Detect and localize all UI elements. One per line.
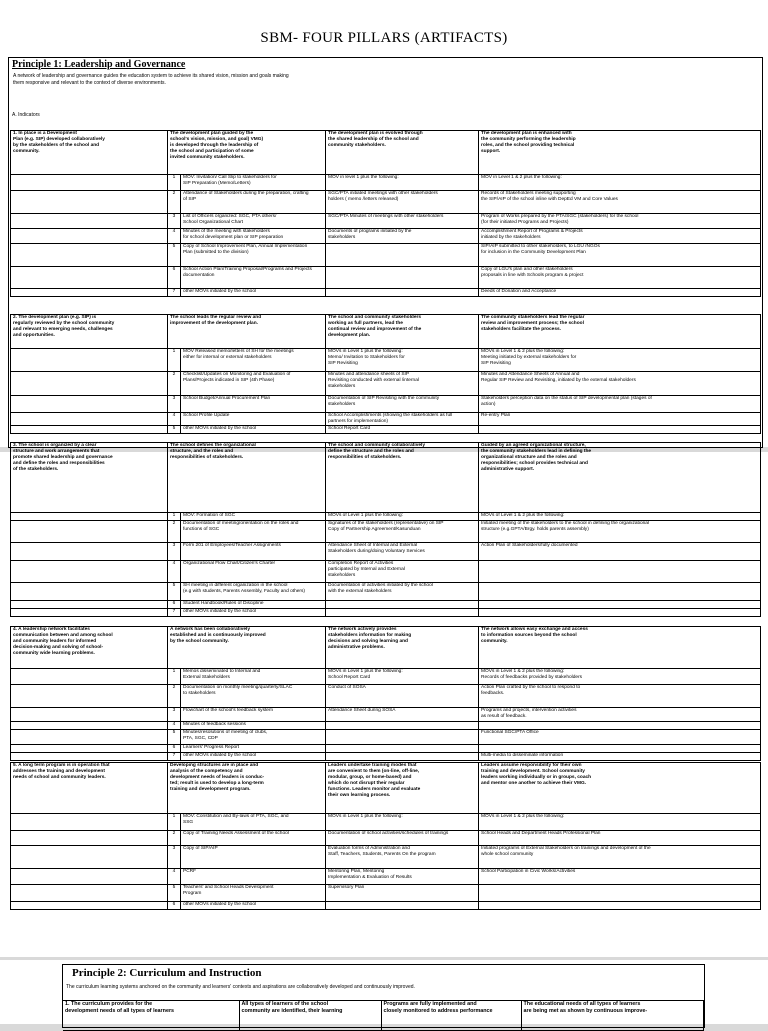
mov-level-3: MOVs in Level 1 & 2 plus the following: Records of feedbacks provided by stakeholders [479,669,761,685]
mov-number: 4 [168,229,181,244]
indicator-row [11,131,761,175]
mov-level-2 [326,902,479,910]
principle-2-description: The curriculum learning systems anchored on the community and learners' contexts and aspirations are collaboratively developed and continuously improved. [66,984,415,990]
level-3-description: The development plan is enhanced with the community performing the leadership roles, and the school providing technical support. [479,131,761,175]
mov-level-1: Minutes of the meeting with stakeholders for school development plan or SIP preparation [181,229,326,244]
mov-level-3: Multi-media to disseminate information [479,753,761,761]
mov-row [11,831,761,846]
mov-level-1: List of Officers organized: SGC, PTA others/ School Organizational Chart [181,214,326,229]
indicator-row [11,315,761,349]
mov-row [11,583,761,601]
mov-level-2: MOVs in Level 1 plus the following: School Report Card [326,669,479,685]
mov-level-3: Initiated meeting of the stakeholders to the school in defining the organizational structure (e.g.GPTA/Brgy. holds parents assembly) [479,521,761,543]
mov-number: 3 [168,846,181,869]
mov-level-3 [479,583,761,601]
mov-level-3: Records of Stakeholders meeting supporting the SIP/AIP of the school inline with DepEd VM and Core Values [479,191,761,214]
mov-level-2: Attendance Sheet during SOSA [326,708,479,722]
mov-level-2: Supervisory Plan [326,885,479,902]
mov-row [11,372,761,396]
mov-level-2: School Accomplishments (showing the stakeholders as full partners for implementation) [326,413,479,426]
mov-number: 4 [168,722,181,730]
principle-1-heading: Principle 1: Leadership and Governance [12,59,186,70]
mov-row [11,426,761,434]
mov-level-2: SGC/PTA initiated meetings with other stakeholders holders ( memo /letters released) [326,191,479,214]
mov-level-3: Deeds of Donation and Acceptance [479,289,761,297]
mov-level-1: Minutes of feedback sessions [181,722,326,730]
mov-row [11,191,761,214]
mov-level-2: Documentation of school activities/schedules of trainings [326,831,479,846]
mov-level-1: Copy of School Improvement Plan, Annual Implementation Plan (submitted to the division) [181,244,326,267]
mov-number: 1 [168,513,181,521]
indicators-label: A. Indicators [12,112,40,118]
document-page-2 [0,443,768,957]
indicator-text: 3. The school is organized by a clear structure and work arrangements that promote shared leadership and governance and define the roles and responsibilities of the stakeholders. [11,443,168,513]
mov-row [11,902,761,910]
mov-level-2 [326,722,479,730]
principle-2-table [63,1000,704,1031]
mov-level-3 [479,609,761,617]
indicator-text: 2. The development plan (e.g. SIP) is regularly reviewed by the school community and relevant to emerging needs, challenges and opportunities. [11,315,168,349]
mov-number: 3 [168,396,181,413]
mov-level-1: School Budget/Annual Procurement Plan [181,396,326,413]
mov-level-2: Signatures of the stakeholders (representative) on SIP Copy of Partnership Agreement/Kasunduan [326,521,479,543]
mov-level-2 [326,244,479,267]
mov-level-2: SGC/PTA Minutes of meetings with other stakeholders [326,214,479,229]
level-1-description: A network has been collaboratively established and is continuously improved by the school community. [168,627,326,669]
mov-level-1: Checklist/Updates on Monitoring and Evaluation of Plans/Projects indicated in SIP (4th Phase) [181,372,326,396]
mov-level-2: Completion Report of Activities participated by Internal and External stakeholders [326,561,479,583]
mov-level-3: Initiated programs of External Stakeholders on trainings and development of the whole school community [479,846,761,869]
mov-row [11,229,761,244]
indicator-text: 1. In place is a Development Plan (e.g. SIP) developed collaboratively by the stakeholders of the school and community. [11,131,168,175]
mov-number: 1 [168,349,181,372]
mov-level-1: School Action Plan/Training Proposal/Programs and Projects documentation [181,267,326,289]
mov-level-3 [479,561,761,583]
mov-level-3: Action Plan of Stakeholders/fully documented [479,543,761,561]
mov-row [11,814,761,831]
level-2-description: Leaders undertake training modes that are convenient to them (on-line, off-line, modular, group, or home-based) and which do not disrupt their regular functions. Leaders monitor and evaluate their own learning process. [326,763,479,814]
mov-level-2: Evaluation forms of Administration and Staff, Teachers, Students, Parents On the program [326,846,479,869]
mov-number: 3 [168,708,181,722]
mov-number: 7 [168,289,181,297]
mov-number: 5 [168,885,181,902]
mov-row [11,846,761,869]
mov-level-1: Copy of Training Needs Assessment of the school [181,831,326,846]
indicator-2-table [10,314,761,434]
mov-level-2: Attendance Sheet of Internal and External Stakeholders during/doing Voluntary Services [326,543,479,561]
mov-level-1: other MOVs initiated by the school [181,753,326,761]
mov-level-2: MOVs in Level 1 plus the following: Memo/ Invitation to Stakeholders for SIP Revisiting [326,349,479,372]
indicator-text: 1. The curriculum provides for the development needs of all types of learners [63,1001,239,1031]
level-2-description: The network actively provides stakeholders information for making decisions and solving learning and administrative problems. [326,627,479,669]
indicator-row [63,1001,703,1031]
mov-level-2 [326,601,479,609]
mov-level-1: MOV: Formation of SGC [181,513,326,521]
mov-level-3: Stakeholders perception data on the status of SIP developmental plan (stages of action) [479,396,761,413]
mov-level-2: Documents of programs initiated by the stakeholders [326,229,479,244]
indicator-row [11,763,761,814]
mov-row [11,869,761,885]
mov-level-1: Organizational Flow Chart/Citizen's Charter [181,561,326,583]
mov-level-3 [479,902,761,910]
indicator-3-table [10,442,761,617]
mov-row [11,214,761,229]
mov-level-2 [326,267,479,289]
mov-number: 5 [168,426,181,434]
mov-number: 5 [168,244,181,267]
mov-number: 6 [168,601,181,609]
mov-level-2 [326,753,479,761]
mov-row [11,413,761,426]
mov-number: 4 [168,413,181,426]
level-1-description: All types of learners of the school community are identified, their learning [239,1001,381,1031]
mov-level-3: School Participation in Civic Works/Activities [479,869,761,885]
mov-level-1: other MOVs initiated by the school [181,426,326,434]
mov-number: 2 [168,191,181,214]
mov-level-3: Re-entry Plan [479,413,761,426]
mov-level-1: Flowchart of the school's feedback system [181,708,326,722]
mov-level-1: Copy of SIP/AIP [181,846,326,869]
mov-level-1: Attendance of Stakeholders during the preparation, crafting of SIP [181,191,326,214]
mov-number: 2 [168,521,181,543]
mov-level-2 [326,289,479,297]
mov-level-1: Memos disseminated to Internal and External Stakeholders [181,669,326,685]
indicator-5-table [10,762,761,910]
mov-level-3 [479,745,761,753]
document-title: SBM- FOUR PILLARS (ARTIFACTS) [260,30,508,46]
mov-row [11,244,761,267]
mov-number: 3 [168,543,181,561]
mov-level-2 [326,745,479,753]
mov-row [11,669,761,685]
mov-row [11,543,761,561]
mov-level-2: Documentation of activities initiated by the school with the external stakeholders [326,583,479,601]
mov-row [11,396,761,413]
mov-number: 1 [168,669,181,685]
mov-level-3: Program of Works prepared by the PTA/SGC (stakeholders) for the school (for their initiated Programs and Projects) [479,214,761,229]
mov-number: 5 [168,583,181,601]
level-3-description: The educational needs of all types of learners are being met as shown by continuous improve- [521,1001,703,1031]
mov-level-1: SH meeting in different organization in the school (e.g with students, Parents Assembly, Faculty and others) [181,583,326,601]
mov-level-3 [479,885,761,902]
mov-level-3 [479,601,761,609]
mov-number: 1 [168,175,181,191]
level-3-description: Guided by an agreed organizational structure, the community stakeholders lead in defining the organizational structure and the roles and responsibilities; school provides technical and administrative support. [479,443,761,513]
mov-level-3: MOV in Level 1 & 2 plus the following: [479,175,761,191]
mov-level-1: other MOVs initiated by the school [181,289,326,297]
mov-number: 7 [168,753,181,761]
mov-row [11,349,761,372]
mov-level-2: MOVs in Level 1 plus the following: [326,814,479,831]
mov-level-1: Student Handbook/Rules of Discipline [181,601,326,609]
mov-row [11,609,761,617]
mov-level-3: MOVs of Level 1 & 2 plus the following: [479,513,761,521]
mov-row [11,708,761,722]
mov-number: 2 [168,685,181,708]
level-2-description: The school and community collaboratively define the structure and the roles and responsibilities of stakeholders. [326,443,479,513]
mov-level-3 [479,722,761,730]
principle-2-heading: Principle 2: Curriculum and Instruction [72,967,262,979]
level-1-description: The school defines the organizational structure, and the roles and responsibilities of stakeholders. [168,443,326,513]
mov-row [11,753,761,761]
mov-number: 6 [168,267,181,289]
indicator-1-table [10,130,761,297]
mov-level-3: School Heads and Department Heads Professional Plan [479,831,761,846]
mov-row [11,521,761,543]
mov-row [11,267,761,289]
mov-level-3: Action Plan crafted by the school to respond to feedbacks. [479,685,761,708]
mov-row [11,722,761,730]
mov-row [11,601,761,609]
indicator-text: 5. A long term program is in operation that addresses the training and development needs of school and community leaders. [11,763,168,814]
mov-level-2: Conduct of SOSA [326,685,479,708]
mov-row [11,885,761,902]
mov-level-2: MOVs of Level 1 plus the following: [326,513,479,521]
mov-level-3: Minutes and Attendance Sheets of Annual and Regular SIP Review and Revisiting, initiated by the external stakeholders [479,372,761,396]
document-page-1 [0,0,768,447]
mov-row [11,685,761,708]
mov-level-1: other MOVs initiated by the school [181,609,326,617]
mov-level-1: Teachers' and School Heads Development Program [181,885,326,902]
mov-level-3: Functional SGC/PTA Office [479,730,761,745]
mov-level-1: MOV Released memo/letters of SH for the meetings either for internal or external stakeholders [181,349,326,372]
indicator-text: 4. A leadership network facilitates communication between and among school and community leaders for informed decision-making and solving of school- community wide learning problems. [11,627,168,669]
mov-level-3 [479,426,761,434]
mov-level-2: Minutes and attendance sheets of SIP Revisiting conducted with external /internal stakeholders [326,372,479,396]
indicator-row [11,443,761,513]
mov-level-3: Programs and projects, intervention activities as result of feedback. [479,708,761,722]
mov-level-2: School Report Card [326,426,479,434]
mov-level-1: other MOVs initiated by the school [181,902,326,910]
mov-number: 1 [168,814,181,831]
level-1-description: Developing structures are in place and analysis of the competency and development needs of leaders is conduc- ted; result is used to develop a long-term training and development program. [168,763,326,814]
mov-row [11,289,761,297]
mov-level-1: PCRF [181,869,326,885]
mov-level-3: MOVs in Level 1 & 2 plus the following: [479,814,761,831]
mov-level-1: Documentation on monthly meeting/quarterly/SLAC to stakeholders [181,685,326,708]
mov-level-1: MOV: Constitution and By-laws of PTA, SGC, and SSG [181,814,326,831]
mov-level-2 [326,609,479,617]
mov-number: 6 [168,902,181,910]
mov-level-3: MOVs in Level 1 & 2 plus the following: Meeting initiated by external stakeholders for SIP Revisiting [479,349,761,372]
mov-number: 3 [168,214,181,229]
mov-level-1: Minutes/resolutions of meeting of clubs, PTA, SGC, CDP [181,730,326,745]
mov-level-2: Documentation of SIP Revisiting with the community stakeholders [326,396,479,413]
mov-row [11,175,761,191]
mov-level-2: Mentoring Plan, Mentoring Implementation & Evaluation of Results [326,869,479,885]
document-page-3 [0,960,768,1024]
mov-level-1: School Profile Update [181,413,326,426]
mov-level-3: Copy of LGU's plan and other stakeholders proposals in line with Schools program & project [479,267,761,289]
mov-number: 2 [168,372,181,396]
mov-row [11,513,761,521]
mov-number: 2 [168,831,181,846]
mov-row [11,561,761,583]
level-3-description: The community stakeholders lead the regular review and improvement process; the school stakeholders facilitate the process. [479,315,761,349]
level-2-description: Programs are fully implemented and closely monitored to address performance [381,1001,521,1031]
mov-number: 4 [168,561,181,583]
level-2-description: The school and community stakeholders working as full partners, lead the continual review and improvement of the development plan. [326,315,479,349]
level-3-description: Leaders assume responsibility for their own training and development. School community leaders working individually or in groups, coach and mentor one another to achieve their VMG. [479,763,761,814]
mov-level-2: MOV in level 1 plus the following: [326,175,479,191]
level-2-description: The development plan is evolved through the shared leadership of the school and community stakeholders. [326,131,479,175]
indicator-4-table [10,626,761,761]
mov-level-1: Documentation of meeting/orientation on the roles and functions of SGC [181,521,326,543]
mov-level-3: SIP/AIP submitted to other stakeholders, to LGU /NGOs for inclusion in the Community Development Plan [479,244,761,267]
level-3-description: The network allows easy exchange and access to information sources beyond the school community. [479,627,761,669]
principle-1-description: A network of leadership and governance guides the education system to achieve its shared vision, mission and goals making them responsive and relevant to the context of diverse environments. [13,73,289,86]
mov-number: 7 [168,609,181,617]
mov-level-2 [326,730,479,745]
mov-level-1: Learners' Progress Report [181,745,326,753]
mov-number: 4 [168,869,181,885]
mov-level-1: Form 201 of Employees/Teacher Assignments [181,543,326,561]
mov-number: 6 [168,745,181,753]
mov-level-3: Accomplishment Report of Programs & Projects initiated by the stakeholders [479,229,761,244]
level-1-description: The school leads the regular review and improvement of the development plan. [168,315,326,349]
mov-row [11,730,761,745]
mov-row [11,745,761,753]
level-1-description: The development plan guided by the school's vision, mission, and goal) VMG) is developed through the leadership of the school and participation of some invited community stakeholders. [168,131,326,175]
mov-level-1: MOV: Invitation/ Call Slip to stakeholders for SIP Preparation (Memo/Letters) [181,175,326,191]
mov-number: 5 [168,730,181,745]
indicator-row [11,627,761,669]
